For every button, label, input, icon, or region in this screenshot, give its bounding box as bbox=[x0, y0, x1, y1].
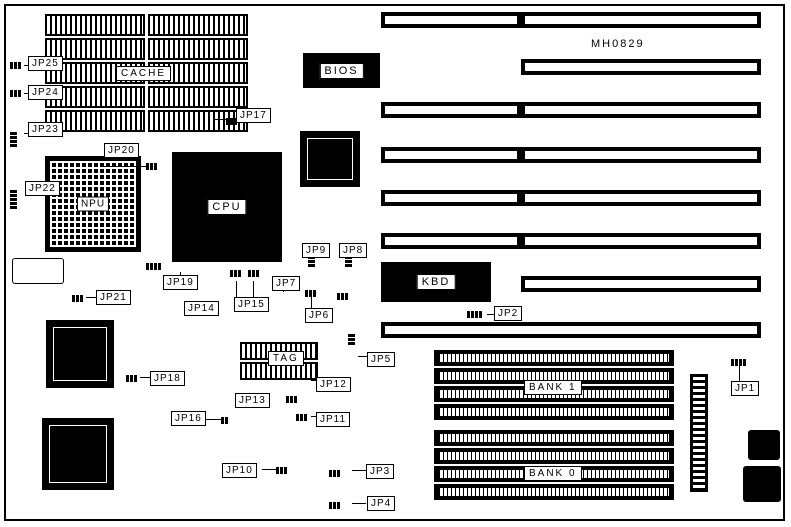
jumper-pins bbox=[221, 417, 228, 424]
expansion-slot bbox=[521, 147, 761, 163]
cpu-label: CPU bbox=[207, 199, 246, 215]
simm-socket-bank1 bbox=[434, 404, 674, 420]
board-code-text: MH0829 bbox=[591, 38, 645, 50]
expansion-slot bbox=[521, 59, 761, 75]
support-chip bbox=[300, 131, 360, 187]
jumper-label-jp10: JP10 bbox=[222, 463, 257, 478]
jumper-pins bbox=[337, 293, 348, 300]
jumper-pins bbox=[10, 62, 21, 69]
simm-socket-bank0 bbox=[434, 430, 674, 446]
jumper-label-jp25: JP25 bbox=[28, 56, 63, 71]
expansion-slot bbox=[381, 12, 521, 28]
bios-label: BIOS bbox=[319, 63, 363, 79]
leader-line bbox=[352, 470, 366, 471]
jumper-pins bbox=[286, 396, 297, 403]
jumper-label-jp17: JP17 bbox=[236, 108, 271, 123]
din-connector bbox=[748, 430, 780, 460]
cpu-socket bbox=[172, 152, 282, 262]
jumper-label-jp16: JP16 bbox=[171, 411, 206, 426]
misc-component bbox=[12, 258, 64, 284]
jumper-label-jp5: JP5 bbox=[367, 352, 395, 367]
kbd-chip bbox=[381, 262, 491, 302]
jumper-label-jp14: JP14 bbox=[184, 301, 219, 316]
jumper-label-jp12: JP12 bbox=[316, 377, 351, 392]
jumper-pins bbox=[230, 270, 241, 277]
expansion-slot bbox=[381, 190, 521, 206]
expansion-slot bbox=[521, 102, 761, 118]
cache-dip-row bbox=[148, 14, 248, 36]
jumper-pins bbox=[126, 375, 137, 382]
jumper-label-jp11: JP11 bbox=[316, 412, 350, 427]
jumper-pins bbox=[146, 263, 161, 270]
jumper-pins bbox=[10, 90, 21, 97]
jumper-pins bbox=[10, 190, 17, 209]
leader-line bbox=[86, 297, 96, 298]
expansion-slot bbox=[381, 322, 761, 338]
jumper-label-jp23: JP23 bbox=[28, 122, 63, 137]
jumper-pins bbox=[731, 359, 746, 366]
expansion-slot bbox=[521, 233, 761, 249]
leader-line bbox=[206, 419, 221, 420]
jumper-label-jp21: JP21 bbox=[96, 290, 131, 305]
leader-line bbox=[100, 166, 146, 167]
simm-socket-bank0 bbox=[434, 484, 674, 500]
jumper-label-jp15: JP15 bbox=[234, 297, 269, 312]
jumper-pins bbox=[276, 467, 287, 474]
leader-line bbox=[739, 366, 740, 382]
jumper-label-jp9: JP9 bbox=[302, 243, 330, 258]
expansion-slot bbox=[521, 12, 761, 28]
jumper-label-jp6: JP6 bbox=[305, 308, 333, 323]
controller-chip-lower bbox=[42, 418, 114, 490]
jumper-pins bbox=[467, 311, 482, 318]
expansion-slot bbox=[381, 147, 521, 163]
jumper-label-jp2: JP2 bbox=[494, 306, 522, 321]
jumper-pins bbox=[72, 295, 83, 302]
bank0-label: BANK 0 bbox=[524, 466, 582, 481]
jumper-pins bbox=[305, 290, 316, 297]
jumper-label-jp3: JP3 bbox=[366, 464, 394, 479]
cache-dip-row bbox=[148, 38, 248, 60]
jumper-label-jp7: JP7 bbox=[272, 276, 300, 291]
expansion-slot bbox=[381, 233, 521, 249]
bios-chip bbox=[303, 53, 380, 88]
npu-label: NPU bbox=[77, 197, 109, 212]
jumper-pins bbox=[329, 502, 340, 509]
tag-label: TAG bbox=[268, 351, 304, 366]
jumper-pins bbox=[248, 270, 259, 277]
npu-socket bbox=[45, 156, 141, 252]
jumper-pins bbox=[146, 163, 157, 170]
jumper-label-jp24: JP24 bbox=[28, 85, 63, 100]
jumper-label-jp19: JP19 bbox=[163, 275, 198, 290]
cache-dip-row bbox=[148, 86, 248, 108]
leader-line bbox=[213, 119, 236, 120]
cache-label: CACHE bbox=[116, 66, 171, 81]
din-connector-2 bbox=[743, 466, 781, 502]
jumper-label-jp22: JP22 bbox=[25, 181, 60, 196]
jumper-label-jp8: JP8 bbox=[339, 243, 367, 258]
bank1-label: BANK 1 bbox=[524, 380, 582, 395]
controller-chip-upper bbox=[46, 320, 114, 388]
jumper-pins bbox=[329, 470, 340, 477]
simm-socket-bank0 bbox=[434, 448, 674, 464]
expansion-slot bbox=[521, 190, 761, 206]
jumper-pins bbox=[348, 334, 355, 345]
leader-line bbox=[352, 503, 366, 504]
jumper-pins bbox=[10, 132, 17, 147]
cache-dip-row bbox=[45, 14, 145, 36]
leader-line bbox=[140, 377, 150, 378]
kbd-label: KBD bbox=[417, 274, 456, 290]
expansion-slot bbox=[381, 102, 521, 118]
simm-socket-bank1 bbox=[434, 350, 674, 366]
leader-line bbox=[358, 356, 367, 357]
expansion-slot bbox=[521, 276, 761, 292]
jumper-label-jp13: JP13 bbox=[235, 393, 270, 408]
leader-line bbox=[262, 469, 276, 470]
power-connector bbox=[690, 374, 708, 492]
jumper-label-jp18: JP18 bbox=[150, 371, 185, 386]
jumper-label-jp1: JP1 bbox=[731, 381, 759, 396]
jumper-label-jp4: JP4 bbox=[367, 496, 395, 511]
jumper-label-jp20: JP20 bbox=[104, 143, 139, 158]
jumper-pins bbox=[296, 414, 307, 421]
